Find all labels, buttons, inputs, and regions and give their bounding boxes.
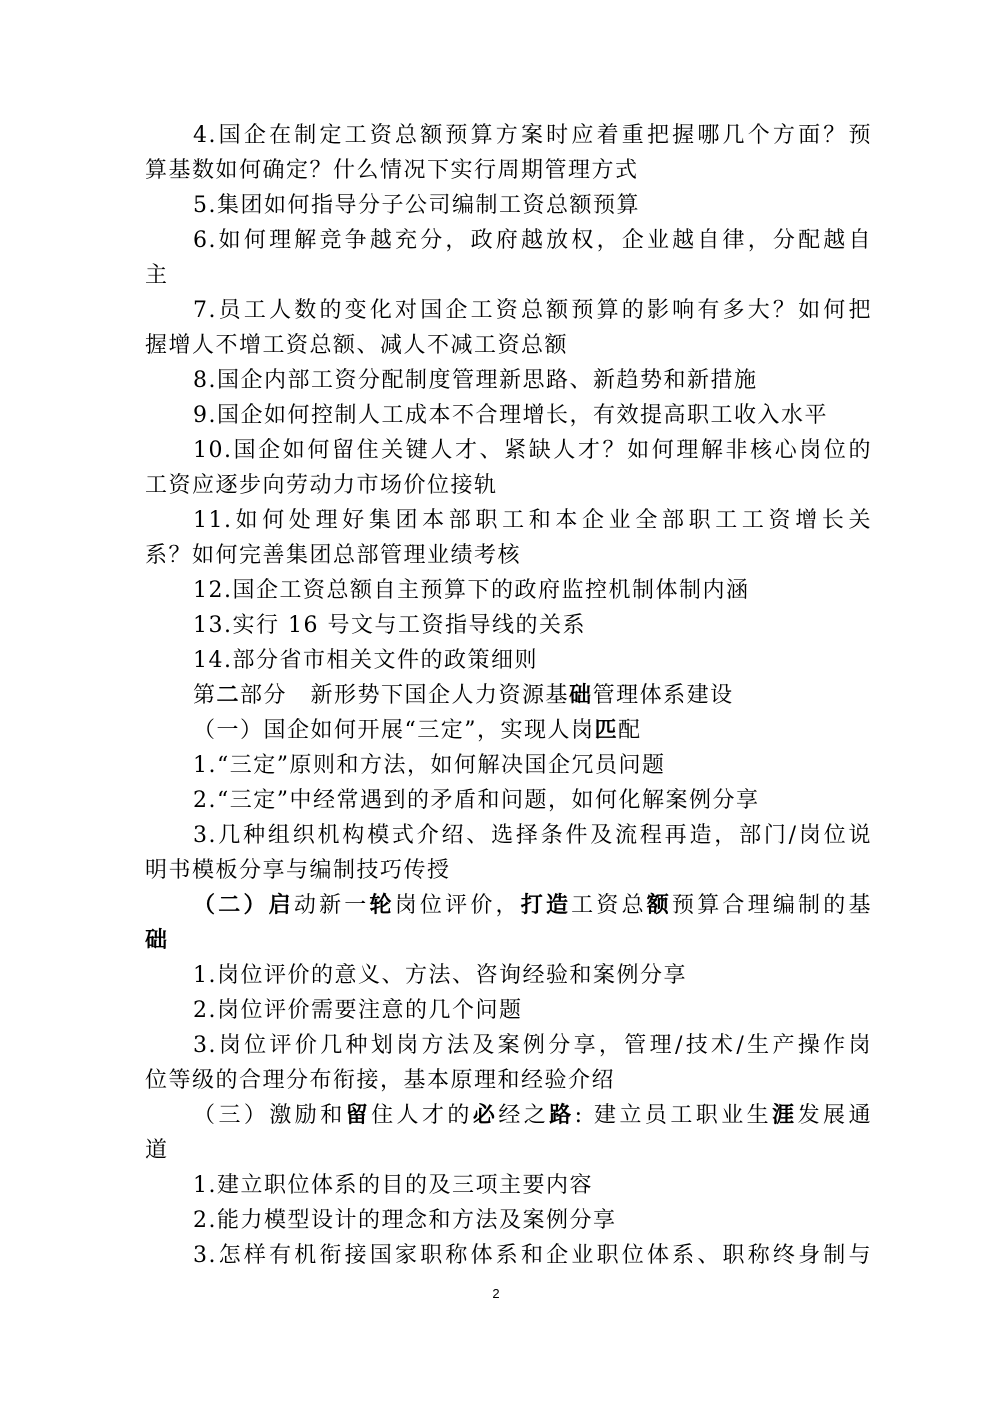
section-3-item-1: 1.建立职位体系的目的及三项主要内容 [193,1173,593,1198]
section-3-heading-text: 经之 [498,1103,550,1128]
section-2-item-2: 2.岗位评价需要注意的几个问题 [193,998,523,1023]
item-10-line-2: 工资应逐步向劳动力市场价位接轨 [145,473,498,498]
section-2-heading-line-2: 础 [145,928,169,953]
part-2-heading-bold: 二 [216,683,241,708]
page-number: 2 [492,1286,500,1301]
document-body [145,118,872,1273]
item-8: 8.国企内部工资分配制度管理新思路、新趋势和新措施 [193,368,758,393]
item-7-line-2: 握增人不增工资总额、减人不减工资总额 [145,333,569,358]
section-3-item-3-line-1: 3.怎样有机衔接国家职称体系和企业职位体系、职称终身制与 [193,1243,872,1268]
item-14: 14.部分省市相关文件的政策细则 [193,648,538,673]
section-2-heading-bold: 启 [268,893,294,918]
item-11-line-1: 11.如何处理好集团本部职工和本企业全部职工工资增长关 [193,508,872,533]
item-12: 12.国企工资总额自主预算下的政府监控机制体制内涵 [193,578,750,603]
section-2-heading-bold: ） [243,893,269,918]
section-2-item-3-line-1: 3.岗位评价几种划岗方法及案例分享，管理/技术/生产操作岗 [193,1033,872,1058]
section-3-item-2: 2.能力模型设计的理念和方法及案例分享 [193,1208,617,1233]
part-2-heading [145,678,872,713]
item-6-line-1: 6.如何理解竞争越充分，政府越放权，企业越自律，分配越自 [193,228,872,253]
section-1-heading [145,713,872,748]
section-2-item-1: 1.岗位评价的意义、方法、咨询经验和案例分享 [193,963,687,988]
item-9: 9.国企如何控制人工成本不合理增长，有效提高职工收入水平 [193,403,828,428]
item-10-line-1: 10.国企如何留住关键人才、紧缺人才？如何理解非核心岗位的 [193,438,872,463]
section-3-heading-text: 住人才的 [371,1103,473,1128]
section-2-heading-text: 动新一 [293,893,370,918]
section-1-heading-text: （一）国企如何开展“三定”，实现人岗 [193,718,595,743]
section-1-item-1: 1.“三定”原则和方法，如何解决国企冗员问题 [193,753,666,778]
section-2-heading-bold: 打造 [520,893,572,918]
section-3-heading-bold: 涯 [772,1103,798,1128]
section-1-item-2: 2.“三定”中经常遇到的矛盾和问题，如何化解案例分享 [193,788,760,813]
section-1-heading-text: 配 [618,718,642,743]
section-2-heading-bold: 额 [646,893,673,918]
section-3-heading-text: 发展通 [797,1103,872,1128]
section-3-heading-bold: 必 [472,1103,499,1128]
section-3-heading-text: : 建立员工职业生 [574,1103,773,1128]
item-7-line-1: 7.员工人数的变化对国企工资总额预算的影响有多大？如何把 [193,298,872,323]
section-2-heading-text: 工资总 [571,893,647,918]
section-1-heading-bold: 匹 [594,718,619,743]
section-3-heading-bold: 留 [345,1103,372,1128]
section-3-heading-bold: 路 [549,1103,575,1128]
item-6-line-2: 主 [145,263,169,288]
item-11-line-2: 系？如何完善集团总部管理业绩考核 [145,543,522,568]
item-5: 5.集团如何指导分子公司编制工资总额预算 [193,193,640,218]
section-2-heading-bold: （ [193,893,219,918]
section-2-heading-line-1 [145,888,872,923]
section-2-heading-text: 岗位评价， [394,893,521,918]
item-4-line-2: 算基数如何确定？什么情况下实行周期管理方式 [145,158,639,183]
part-2-heading-text: 第 [193,683,217,708]
section-1-item-3-line-2: 明书模板分享与编制技巧传授 [145,858,451,883]
section-1-item-3-line-1: 3.几种组织机构模式介绍、选择条件及流程再造，部门/岗位说 [193,823,872,848]
part-2-heading-bold: 础 [569,683,593,708]
section-3-heading-text: （三）激励和 [193,1103,346,1128]
item-13: 13.实行 16 号文与工资指导线的关系 [193,613,586,638]
part-2-heading-text: 管理体系建设 [592,683,734,708]
section-2-heading-bold: 轮 [369,893,395,918]
item-4-line-1: 4.国企在制定工资总额预算方案时应着重把握哪几个方面？预 [193,123,872,148]
section-2-item-3-line-2: 位等级的合理分布衔接，基本原理和经验介绍 [145,1068,616,1093]
section-2-heading-bold: 二 [218,893,244,918]
section-3-heading-line-1 [145,1098,872,1133]
part-2-heading-text: 部分 新形势下国企人力资源基 [240,683,570,708]
section-2-heading-text: 预算合理编制的基 [672,893,872,918]
section-3-heading-line-2: 道 [145,1138,169,1163]
